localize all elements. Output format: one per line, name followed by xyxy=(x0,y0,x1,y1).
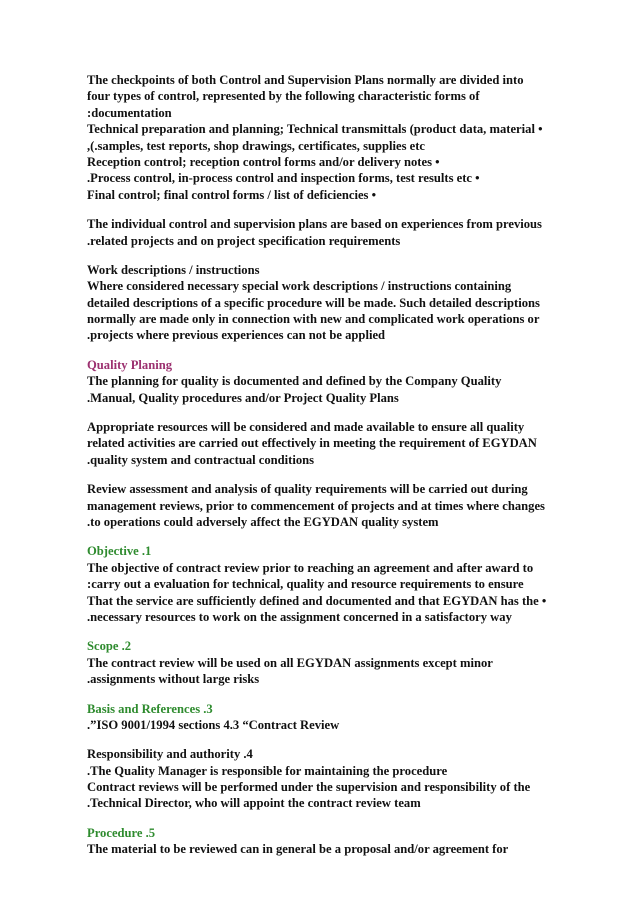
text-line: .assignments without large risks xyxy=(87,672,260,687)
text-line: The individual control and supervision plans are based on experiences from previous xyxy=(87,217,542,232)
paragraph-basis xyxy=(87,717,577,733)
heading-scope: Scope .2 xyxy=(87,639,132,654)
bullet-line: Technical preparation and planning; Technical transmittals (product data, material • xyxy=(87,122,543,137)
document-page xyxy=(87,72,577,858)
bullet-line: That the service are sufficiently defined and documented and that EGYDAN has the • xyxy=(87,593,547,608)
text-line: Appropriate resources will be considered and made available to ensure all quality xyxy=(87,420,525,435)
text-line: .Technical Director, who will appoint the contract review team xyxy=(87,796,421,811)
section-title: Work descriptions / instructions xyxy=(87,262,260,277)
text-line: .projects where previous experiences can not be applied xyxy=(87,328,386,343)
text-line: .to operations could adversely affect the EGYDAN quality system xyxy=(87,514,439,529)
paragraph-gap xyxy=(87,468,577,481)
text-line: .Manual, Quality procedures and/or Project Quality Plans xyxy=(87,390,399,405)
text-line: :documentation xyxy=(87,105,172,120)
paragraph-control-types xyxy=(87,72,577,203)
paragraph-gap xyxy=(87,203,577,216)
section-title: Responsibility and authority .4 xyxy=(87,747,253,762)
bullet-line: Reception control; reception control forms and/or delivery notes • xyxy=(87,154,440,169)
paragraph-gap xyxy=(87,812,577,825)
text-line: Review assessment and analysis of quality requirements will be carried out during xyxy=(87,482,528,497)
paragraph-gap xyxy=(87,344,577,357)
paragraph-gap xyxy=(87,733,577,746)
text-line: The checkpoints of both Control and Supervision Plans normally are divided into xyxy=(87,73,524,87)
paragraph-gap xyxy=(87,406,577,419)
text-line: ,(.samples, test reports, shop drawings, certificates, supplies etc xyxy=(87,138,426,153)
paragraph-control-plans xyxy=(87,216,577,249)
text-line: .quality system and contractual conditions xyxy=(87,452,315,467)
paragraph-responsibility xyxy=(87,746,577,812)
paragraph-scope xyxy=(87,655,577,688)
paragraph-objective xyxy=(87,560,577,626)
heading-quality-planing: Quality Planing xyxy=(87,357,173,372)
text-line: :carry out a evaluation for technical, quality and resource requirements to ensure xyxy=(87,577,524,592)
text-line: Contract reviews will be performed under the supervision and responsibility of the xyxy=(87,780,531,795)
text-line: normally are made only in connection with new and complicated work operations or xyxy=(87,312,540,327)
paragraph-gap xyxy=(87,249,577,262)
paragraph-work-descriptions xyxy=(87,262,577,344)
heading-basis-references: Basis and References .3 xyxy=(87,701,213,716)
paragraph-procedure xyxy=(87,841,577,857)
text-line: related activities are carried out effectively in meeting the requirement of EGYDAN xyxy=(87,436,537,451)
text-line: The material to be reviewed can in general be a proposal and/or agreement for xyxy=(87,842,509,857)
heading-procedure: Procedure .5 xyxy=(87,825,156,840)
bullet-line: .Process control, in-process control and inspection forms, test results etc • xyxy=(87,171,480,186)
text-line: The contract review will be used on all EGYDAN assignments except minor xyxy=(87,655,493,670)
text-line: four types of control, represented by the following characteristic forms of xyxy=(87,89,480,104)
text-line: .The Quality Manager is responsible for maintaining the procedure xyxy=(87,763,448,778)
paragraph-gap xyxy=(87,688,577,701)
text-line: The planning for quality is documented and defined by the Company Quality xyxy=(87,374,502,389)
text-line: The objective of contract review prior to reaching an agreement and after award to xyxy=(87,560,534,575)
paragraph-quality-planning xyxy=(87,373,577,406)
paragraph-gap xyxy=(87,625,577,638)
text-line: .necessary resources to work on the assignment concerned in a satisfactory way xyxy=(87,609,512,624)
heading-objective: Objective .1 xyxy=(87,544,152,559)
paragraph-gap xyxy=(87,530,577,543)
text-line: detailed descriptions of a specific procedure will be made. Such detailed descriptions xyxy=(87,295,540,310)
bullet-line: Final control; final control forms / list of deficiencies • xyxy=(87,187,377,202)
text-line: Where considered necessary special work descriptions / instructions containing xyxy=(87,279,512,294)
paragraph-review-assessment xyxy=(87,481,577,530)
text-line: .related projects and on project specification requirements xyxy=(87,233,401,248)
text-line: .”ISO 9001/1994 sections 4.3 “Contract Review xyxy=(87,717,340,732)
text-line: management reviews, prior to commencement of projects and at times where changes xyxy=(87,498,545,513)
paragraph-resources xyxy=(87,419,577,468)
